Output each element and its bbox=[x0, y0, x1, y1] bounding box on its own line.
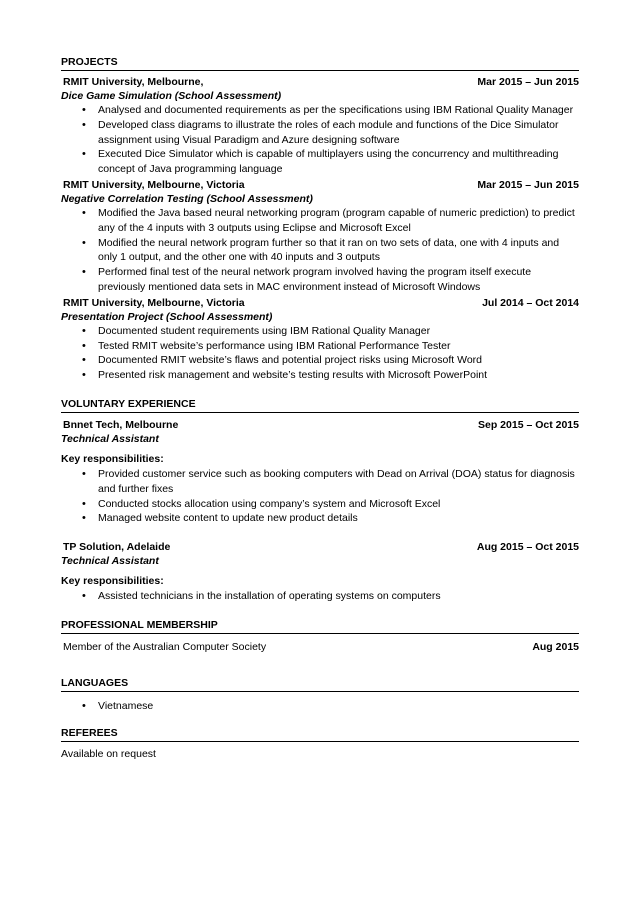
voluntary-entry bbox=[61, 540, 579, 604]
entry-subtitle: Presentation Project (School Assessment) bbox=[61, 310, 273, 323]
resume-page bbox=[61, 56, 579, 761]
entry-date: Jul 2014 – Oct 2014 bbox=[482, 296, 579, 309]
section-title-membership: PROFESSIONAL MEMBERSHIP bbox=[61, 619, 579, 634]
list-item: • Modified the Java based neural networking program (program capable of numeric prediction) to predict any of the 4 inputs with 3 outputs using Eclipse and Microsoft Excel bbox=[61, 206, 579, 236]
section-title-referees: REFEREES bbox=[61, 727, 579, 742]
project-entry bbox=[61, 296, 579, 383]
entry-org: RMIT University, Melbourne, Victoria bbox=[63, 178, 245, 191]
list-item: • Presented risk management and website’s testing results with Microsoft PowerPoint bbox=[61, 368, 579, 383]
projects-section bbox=[61, 56, 579, 383]
entry-org: TP Solution, Adelaide bbox=[63, 541, 171, 554]
entry-subtitle: Technical Assistant bbox=[61, 432, 159, 445]
list-item: • Documented student requirements using IBM Rational Quality Manager bbox=[61, 324, 579, 339]
list-item: • Analysed and documented requirements as per the specifications using IBM Rational Quality Manager bbox=[61, 103, 579, 118]
bullet-list bbox=[61, 589, 579, 604]
entry-date: Mar 2015 – Jun 2015 bbox=[477, 76, 579, 88]
section-title-voluntary: VOLUNTARY EXPERIENCE bbox=[61, 398, 579, 413]
section-title-languages: LANGUAGES bbox=[61, 677, 579, 692]
list-item: • Modified the neural network program further so that it ran on two sets of data, one with 4 inputs and only 1 output, and the other one with 40 inputs and 3 outputs bbox=[61, 236, 579, 266]
list-item: • Performed final test of the neural network program involved having the program itself execute previously mentioned data sets in MAC environment instead of Microsoft Windows bbox=[61, 265, 579, 295]
list-item: • Documented RMIT website’s flaws and potential project risks using Microsoft Word bbox=[61, 353, 579, 368]
list-item: • Assisted technicians in the installation of operating systems on computers bbox=[61, 589, 579, 604]
voluntary-section bbox=[61, 398, 579, 604]
entry-subtitle: Technical Assistant bbox=[61, 555, 159, 568]
section-title-projects: PROJECTS bbox=[61, 56, 579, 71]
entry-subtitle: Dice Game Simulation (School Assessment) bbox=[61, 90, 282, 102]
bullet-list bbox=[61, 699, 579, 714]
list-item: • Conducted stocks allocation using company’s system and Microsoft Excel bbox=[61, 497, 579, 512]
project-entry bbox=[61, 75, 579, 177]
languages-section bbox=[61, 677, 579, 714]
bullet-list bbox=[61, 467, 579, 526]
voluntary-entry bbox=[61, 418, 579, 526]
referees-text: Available on request bbox=[61, 747, 156, 760]
key-responsibilities-label: Key responsibilities: bbox=[61, 452, 164, 465]
project-entry bbox=[61, 178, 579, 295]
bullet-list bbox=[61, 324, 579, 383]
referees-section bbox=[61, 727, 579, 761]
bullet-list bbox=[61, 103, 579, 177]
membership-text: Member of the Australian Computer Society bbox=[63, 640, 267, 653]
entry-subtitle: Negative Correlation Testing (School Assessment) bbox=[61, 192, 313, 205]
list-item: • Managed website content to update new product details bbox=[61, 511, 579, 526]
list-item: • Vietnamese bbox=[61, 699, 579, 714]
entry-date: Sep 2015 – Oct 2015 bbox=[478, 418, 579, 431]
entry-org: RMIT University, Melbourne, bbox=[63, 76, 204, 88]
list-item: • Executed Dice Simulator which is capable of multiplayers using the concurrency and multithreading concept of Java programming language bbox=[61, 147, 579, 177]
bullet-list bbox=[61, 206, 579, 295]
key-responsibilities-label: Key responsibilities: bbox=[61, 575, 164, 588]
entry-date: Aug 2015 – Oct 2015 bbox=[476, 541, 579, 554]
list-item: • Provided customer service such as booking computers with Dead on Arrival (DOA) status for diagnosis and further fixes bbox=[61, 467, 579, 497]
membership-section bbox=[61, 619, 579, 654]
membership-date: Aug 2015 bbox=[532, 640, 579, 653]
entry-org: RMIT University, Melbourne, Victoria bbox=[63, 296, 245, 309]
list-item: • Tested RMIT website’s performance using IBM Rational Performance Tester bbox=[61, 339, 579, 354]
entry-date: Mar 2015 – Jun 2015 bbox=[477, 178, 579, 191]
entry-org: Bnnet Tech, Melbourne bbox=[63, 418, 179, 431]
list-item: • Developed class diagrams to illustrate the roles of each module and functions of the Dice Simulator assignment using Visual Paradigm and Azure designing software bbox=[61, 118, 579, 148]
